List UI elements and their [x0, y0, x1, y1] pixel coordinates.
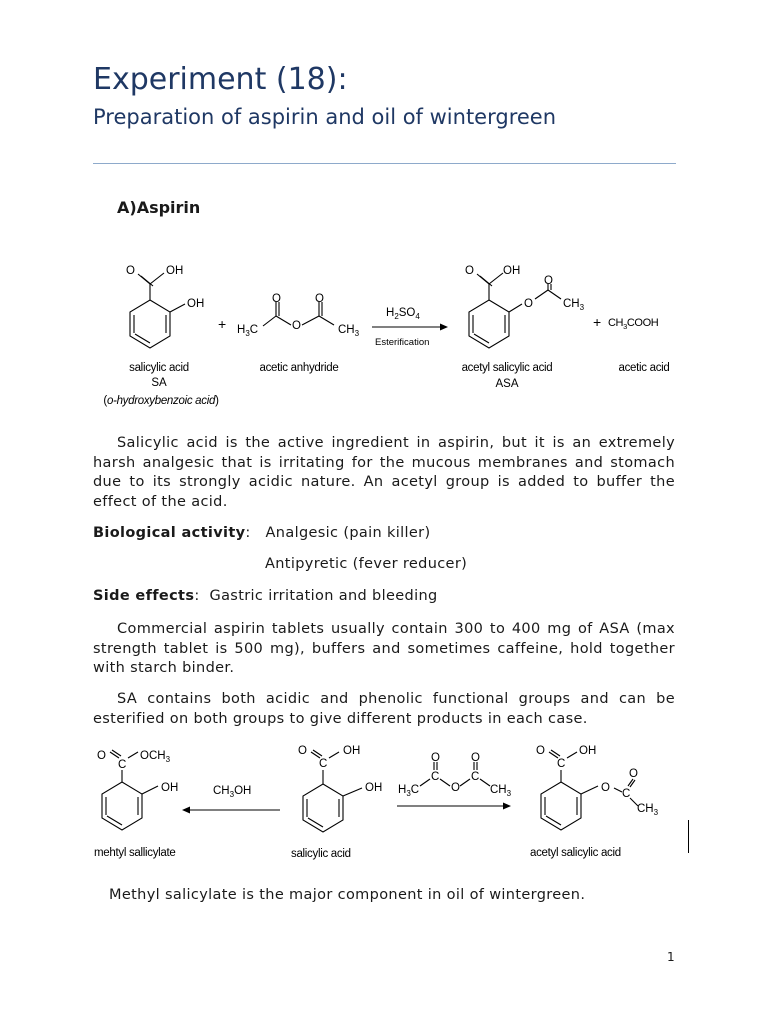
paragraph-salicylic-acid: Salicylic acid is the active ingredient in aspirin, but it is an extremely harsh analgesic that is irritating for the mucous membranes and stomach due to its strongly acidic nature. An acetyl group is added to buffer the effect of the acid.: [93, 435, 675, 510]
sa-label-oh-phenol: OH: [187, 298, 205, 310]
reagent-o-center: O: [451, 782, 460, 794]
center-salicylic-acid-structure: [303, 750, 362, 832]
ms-name: mehtyl sallicylate: [94, 847, 176, 859]
right-label-carbonyl-o: O: [629, 768, 638, 780]
methanol-label: $CH_3OH$: [213, 785, 252, 799]
reagent-o-left: O: [431, 752, 440, 764]
anhydride-name: acetic anhydride: [259, 362, 339, 374]
anhydride-o-center: O: [292, 320, 301, 332]
asa-name: acetyl salicylic acid: [461, 362, 553, 374]
side-effects-line: Side effects: Gastric irritation and bleeding: [93, 588, 438, 604]
side-effects-value: Gastric irritation and bleeding: [209, 588, 438, 604]
center-label-c: C: [319, 758, 328, 770]
biological-activity-value-2: Antipyretic (fever reducer): [265, 556, 468, 572]
center-label-oh: OH: [343, 745, 361, 757]
right-ch3-label: $CH_3$: [637, 803, 659, 817]
acetic-acid-name: acetic acid: [618, 362, 670, 374]
biological-activity-line: Biological activity: Analgesic (pain killer): [93, 525, 431, 541]
acetic-acid-formula: $CH_3COOH$: [608, 317, 659, 331]
right-label-ester-c: C: [622, 788, 631, 800]
page-number: 1: [667, 950, 675, 964]
sa-abbr: SA: [151, 377, 167, 389]
arrow-head-esterification: [440, 324, 448, 331]
page-title: Experiment (18):: [93, 62, 348, 97]
ms-label-oh: OH: [161, 782, 179, 794]
anhydride-o-left: O: [272, 293, 281, 305]
process-label: Esterification: [375, 337, 430, 348]
anhydride-h3c-label: $H_3C$: [237, 324, 259, 338]
sa-label-o: O: [126, 265, 135, 277]
text-cursor: [688, 820, 689, 853]
sa-name: salicylic acid: [129, 362, 189, 374]
salicylic-acid-structure: [130, 273, 185, 348]
reagent-o-right: O: [471, 752, 480, 764]
sa-label-oh-acid: OH: [166, 265, 184, 277]
side-effects-label: Side effects: [93, 588, 195, 604]
anhydride-ch3-label: $CH_3$: [338, 324, 360, 338]
asa-label-oh: OH: [503, 265, 521, 277]
ms-label-o: O: [97, 750, 106, 762]
right-asa-name: acetyl salicylic acid: [530, 847, 621, 859]
reagent-c-left: C: [431, 771, 440, 783]
page-subtitle: Preparation of aspirin and oil of wintergreen: [93, 105, 557, 129]
paragraph-commercial-tablets: Commercial aspirin tablets usually contain 300 to 400 mg of ASA (max strength tablet is 500 mg), buffers and sometimes caffeine, hold together with starch binder.: [93, 621, 675, 676]
section-heading-aspirin: A)Aspirin: [117, 198, 201, 217]
reagent-h3c-label: $H_3C$: [398, 784, 420, 798]
asa-label-ester-o: O: [524, 298, 533, 310]
center-label-oh-phenol: OH: [365, 782, 383, 794]
anhydride-o-right: O: [315, 293, 324, 305]
paragraph-functional-groups: SA contains both acidic and phenolic functional groups and can be esterified on both groups to give different products in each case.: [93, 691, 675, 727]
ms-och3-label: $OCH_3$: [140, 750, 171, 764]
ms-label-c: C: [118, 759, 127, 771]
center-sa-name: salicylic acid: [291, 848, 351, 860]
biological-activity-value-1: Analgesic (pain killer): [265, 525, 431, 541]
center-label-o: O: [298, 745, 307, 757]
right-label-o: O: [536, 745, 545, 757]
asa-label-carbonyl-o: O: [544, 275, 553, 287]
methyl-salicylate-structure: [102, 750, 158, 830]
catalyst-label: $H_2SO_4$: [386, 307, 420, 321]
right-label-c: C: [557, 758, 566, 770]
paragraph-wintergreen: Methyl salicylate is the major component in oil of wintergreen.: [109, 887, 586, 903]
asa-abbr: ASA: [495, 378, 519, 390]
asa-label-o: O: [465, 265, 474, 277]
plus-sign-1: +: [218, 316, 227, 332]
right-label-oh: OH: [579, 745, 597, 757]
sa-alt-name: (o-hydroxybenzoic acid): [103, 395, 219, 407]
biological-activity-label: Biological activity: [93, 525, 246, 541]
arrow-head-right: [503, 803, 511, 810]
arrow-head-left: [182, 807, 190, 814]
asa-ch3-label: $CH_3$: [563, 298, 585, 312]
plus-sign-2: +: [593, 314, 602, 330]
reagent-c-right: C: [471, 771, 480, 783]
right-label-ester-o: O: [601, 782, 610, 794]
reagent-ch3-label: $CH_3$: [490, 784, 512, 798]
